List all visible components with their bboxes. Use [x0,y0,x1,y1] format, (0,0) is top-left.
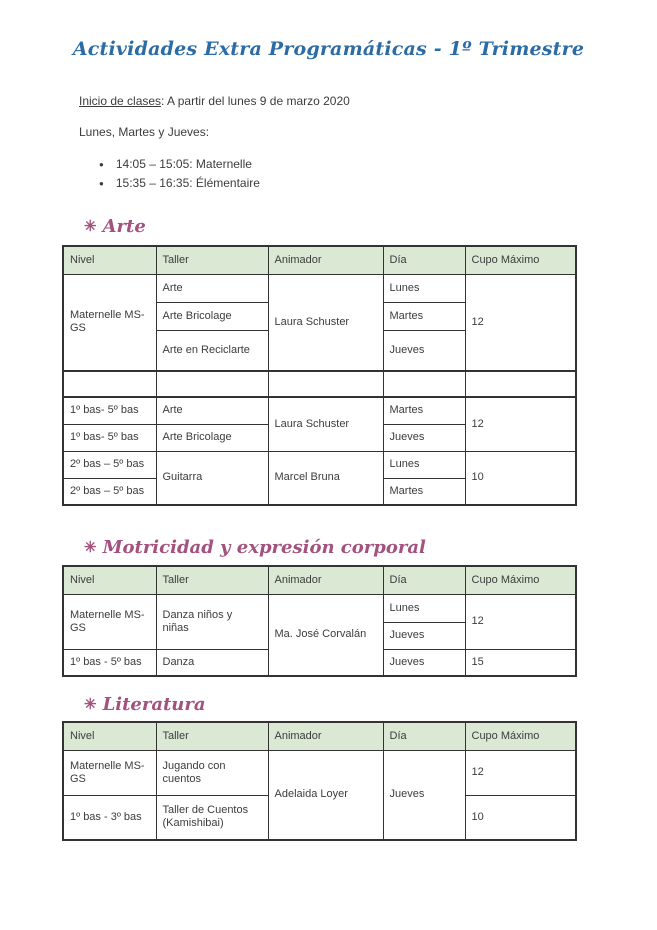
bullet-dot-icon: ● [99,179,104,188]
table-header-row [63,246,576,274]
column-header-animador: Animador [268,246,383,274]
cell-taller: Guitarra [156,451,268,505]
cell-nivel: Maternelle MS-GS [63,594,156,649]
star-icon: ✳ [84,695,97,713]
spacer-cell [63,371,156,397]
cell-nivel: Maternelle MS-GS [63,750,156,795]
section-heading-label: Arte [102,216,146,237]
column-header-taller: Taller [156,566,268,594]
cell-dia: Martes [383,478,465,505]
cell-cupo: 12 [465,750,576,795]
column-header-dia: Día [383,246,465,274]
cell-cupo: 12 [465,397,576,451]
spacer-row [63,371,576,397]
cell-taller: Danza [156,649,268,676]
spacer-cell [465,371,576,397]
cell-animador: Marcel Bruna [268,451,383,505]
cell-dia: Jueves [383,424,465,451]
bullet-item [99,155,657,174]
bullet-list [99,155,657,193]
cell-nivel: Maternelle MS-GS [63,274,156,371]
table-row [63,750,576,795]
cell-taller: Arte [156,397,268,424]
spacer-cell [268,371,383,397]
bullet-text: 15:35 – 16:35: Élémentaire [115,176,260,190]
cell-cupo: 15 [465,649,576,676]
cell-cupo: 10 [465,451,576,505]
cell-cupo: 12 [465,274,576,371]
column-header-animador: Animador [268,722,383,750]
literatura-table [62,721,577,841]
column-header-animador: Animador [268,566,383,594]
cell-nivel: 2º bas – 5º bas [63,478,156,505]
section-heading-label: Literatura [102,694,206,715]
cell-dia: Lunes [383,274,465,302]
cell-dia: Martes [383,302,465,330]
column-header-dia: Día [383,722,465,750]
table-row [63,397,576,424]
cell-taller: Taller de Cuentos (Kamishibai) [156,795,268,840]
cell-nivel: 2º bas – 5º bas [63,451,156,478]
intro-label: Inicio de clases [79,94,162,108]
cell-animador: Ma. José Corvalán [268,594,383,676]
cell-animador: Laura Schuster [268,274,383,371]
cell-cupo: 10 [465,795,576,840]
column-header-dia: Día [383,566,465,594]
star-icon: ✳ [84,538,97,556]
bullet-text: 14:05 – 15:05: Maternelle [115,157,252,171]
cell-animador: Laura Schuster [268,397,383,451]
arte-table [62,245,577,506]
cell-dia: Jueves [383,649,465,676]
column-header-taller: Taller [156,246,268,274]
intro-line [79,94,657,109]
cell-taller: Jugando con cuentos [156,750,268,795]
cell-taller: Arte Bricolage [156,424,268,451]
column-header-nivel: Nivel [63,566,156,594]
table-row [63,274,576,302]
column-header-taller: Taller [156,722,268,750]
motricidad-table [62,565,577,677]
column-header-nivel: Nivel [63,722,156,750]
table-header-row [63,722,576,750]
cell-dia: Jueves [383,622,465,649]
cell-dia: Martes [383,397,465,424]
section-heading-literatura [84,693,657,716]
section-heading-arte [84,215,657,238]
table-header-row [63,566,576,594]
intro-rest: : A partir del lunes 9 de marzo 2020 [161,94,350,108]
cell-taller: Arte Bricolage [156,302,268,330]
cell-nivel: 1º bas- 5º bas [63,397,156,424]
spacer-cell [383,371,465,397]
column-header-cupo: Cupo Máximo [465,246,576,274]
spacer-cell [156,371,268,397]
document-title: Actividades Extra Programáticas - 1º Trimestre [72,38,585,60]
schedule-line: Lunes, Martes y Jueves: [79,125,210,139]
cell-dia: Jueves [383,750,465,840]
cell-taller: Danza niños y niñas [156,594,268,649]
cell-animador: Adelaida Loyer [268,750,383,840]
section-heading-motricidad [84,536,657,559]
cell-taller: Arte [156,274,268,302]
section-heading-label: Motricidad y expresión corporal [102,537,426,558]
cell-cupo: 12 [465,594,576,649]
bullet-item [99,174,657,193]
cell-dia: Jueves [383,330,465,371]
bullet-dot-icon: ● [99,160,104,169]
cell-nivel: 1º bas - 3º bas [63,795,156,840]
cell-nivel: 1º bas - 5º bas [63,649,156,676]
table-row [63,451,576,478]
cell-dia: Lunes [383,451,465,478]
column-header-nivel: Nivel [63,246,156,274]
column-header-cupo: Cupo Máximo [465,722,576,750]
table-row [63,594,576,622]
cell-nivel: 1º bas- 5º bas [63,424,156,451]
cell-taller: Arte en Reciclarte [156,330,268,371]
star-icon: ✳ [84,217,97,235]
column-header-cupo: Cupo Máximo [465,566,576,594]
cell-dia: Lunes [383,594,465,622]
